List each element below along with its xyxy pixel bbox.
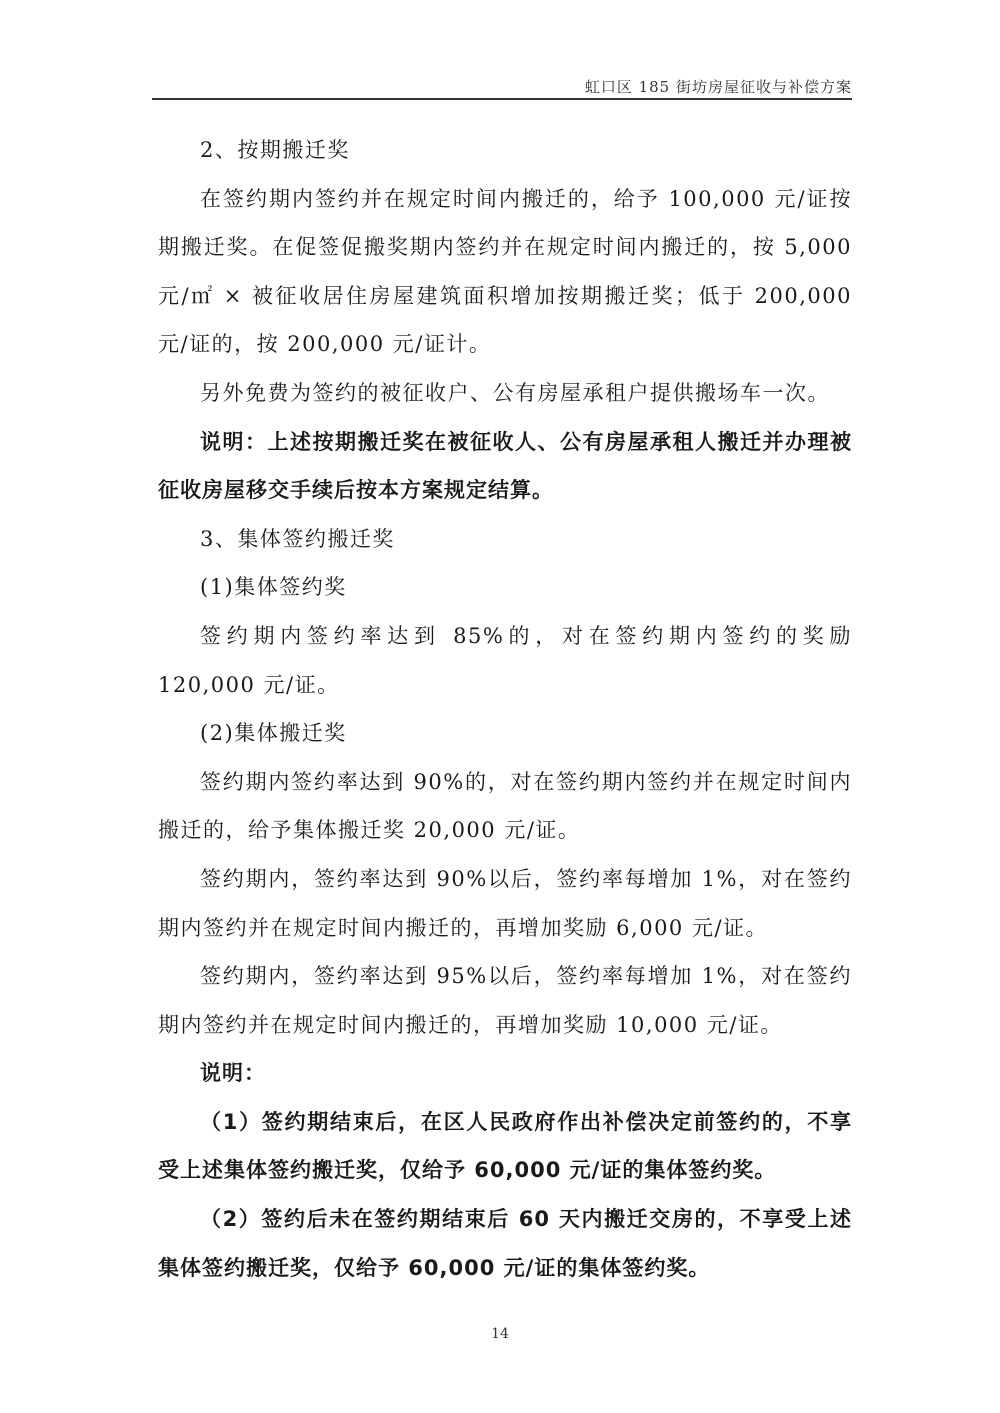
paragraph-90-percent: 签约期内签约率达到 90%的，对在签约期内签约并在规定时间内搬迁的，给予集体搬迁奖 20,000 元/证。	[158, 769, 852, 843]
subheading-collective-signing: (1)集体签约奖	[200, 575, 347, 600]
page-header	[152, 72, 852, 100]
paragraph-timely-relocation-award: 在签约期内签约并在规定时间内搬迁的，给予 100,000 元/证按期搬迁奖。在促签促搬奖期内签约并在规定时间内搬迁的，按 5,000 元/㎡ × 被征收居住房屋建筑面积增加按期搬迁奖；低于 200,000 元/证的，按 200,000 元/证计。	[158, 186, 852, 357]
document-body	[158, 126, 852, 1292]
note-heading: 说明：	[200, 1061, 266, 1086]
subheading-collective-relocation: (2)集体搬迁奖	[200, 721, 347, 746]
paragraph-85-percent: 签约期内签约率达到 85%的，对在签约期内签约的奖励 120,000 元/证。	[158, 623, 852, 697]
paragraph-95-percent-increment: 签约期内，签约率达到 95%以后，签约率每增加 1%，对在签约期内签约并在规定时间内搬迁的，再增加奖励 10,000 元/证。	[158, 964, 852, 1037]
note-item-1: （1）签约期结束后，在区人民政府作出补偿决定前签约的，不享受上述集体签约搬迁奖，仅给予 60,000 元/证的集体签约奖。	[158, 1109, 852, 1183]
paragraph-90-percent-increment: 签约期内，签约率达到 90%以后，签约率每增加 1%，对在签约期内签约并在规定时间内搬迁的，再增加奖励 6,000 元/证。	[158, 866, 852, 940]
note-item-2: （2）签约后未在签约期结束后 60 天内搬迁交房的，不享受上述集体签约搬迁奖，仅给予 60,000 元/证的集体签约奖。	[158, 1207, 852, 1280]
section-heading-collective-award: 3、集体签约搬迁奖	[200, 526, 395, 551]
page-number: 14	[491, 1326, 509, 1342]
note-settlement: 说明：上述按期搬迁奖在被征收人、公有房屋承租人搬迁并办理被征收房屋移交手续后按本方案规定结算。	[158, 429, 852, 503]
section-heading-timely-relocation: 2、按期搬迁奖	[200, 138, 350, 162]
paragraph-moving-truck: 另外免费为签约的被征收户、公有房屋承租户提供搬场车一次。	[200, 380, 830, 405]
header-title: 虹口区 185 街坊房屋征收与补偿方案	[584, 78, 852, 96]
